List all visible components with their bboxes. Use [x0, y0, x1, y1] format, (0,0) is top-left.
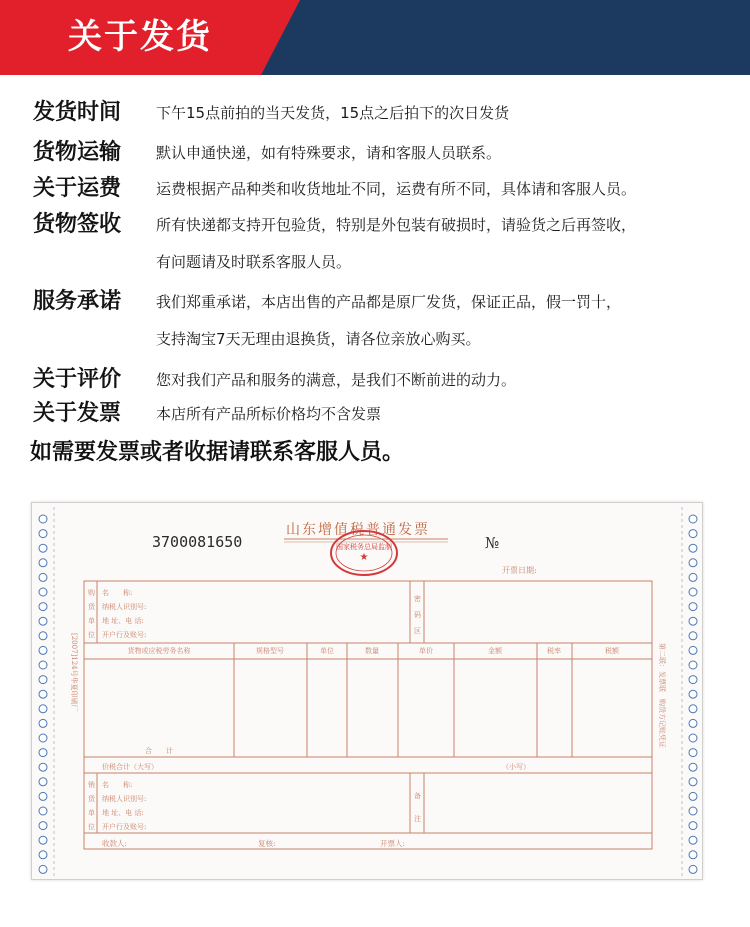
- seller-side-label: 位: [88, 823, 95, 831]
- buyer-side-label: 购: [88, 589, 95, 597]
- policy-text: [156, 171, 726, 207]
- perforation-hole: [689, 705, 697, 713]
- invoice-number-label: №: [485, 534, 500, 552]
- perforation-hole: [39, 573, 47, 581]
- perforation-left: [39, 515, 47, 873]
- perforation-hole: [39, 544, 47, 552]
- seller-side-label: 单: [88, 809, 95, 817]
- invoice-image: [31, 502, 703, 880]
- perforation-hole: [689, 690, 697, 698]
- perforation-hole: [39, 646, 47, 654]
- perforation-hole: [689, 573, 697, 581]
- perforation-hole: [39, 690, 47, 698]
- policy-line: 默认申通快递，如有特殊要求，请和客服人员联系。: [156, 144, 502, 162]
- policy-line: 本店所有产品所标价格均不含发票: [156, 405, 382, 423]
- perforation-hole: [39, 749, 47, 757]
- invoice-title: 山东增值税普通发票: [286, 522, 430, 538]
- perforation-hole: [39, 865, 47, 873]
- column-header: 单价: [419, 647, 433, 655]
- perforation-hole: [39, 676, 47, 684]
- seller-side-label: 货: [88, 795, 95, 803]
- column-header: 税率: [547, 647, 561, 655]
- policy-line: 所有快递都支持开包验货，特别是外包装有破损时，请验货之后再签收，: [156, 216, 637, 234]
- perforation-hole: [39, 763, 47, 771]
- seller-section: [88, 780, 421, 831]
- stamp-text: 国家税务总局监制: [336, 543, 392, 551]
- seller-field: 开户行及账号:: [102, 823, 147, 831]
- buyer-side-label: 货: [88, 603, 95, 611]
- perforation-hole: [39, 851, 47, 859]
- seller-side-label: 销: [88, 781, 95, 789]
- column-header: 金额: [488, 647, 502, 655]
- policy-row: [0, 171, 750, 207]
- perforation-hole: [39, 792, 47, 800]
- column-header: 税额: [605, 647, 619, 655]
- perforation-hole: [39, 836, 47, 844]
- policy-line: 有问题请及时联系客服人员。: [156, 253, 352, 271]
- footer-reviewer: 复核:: [258, 839, 276, 848]
- perforation-hole: [689, 719, 697, 727]
- perforation-hole: [39, 719, 47, 727]
- seller-field: 地 址、电 话:: [102, 809, 144, 817]
- perforation-hole: [689, 734, 697, 742]
- policy-row: [0, 362, 750, 396]
- policy-row: [0, 284, 750, 362]
- perforation-hole: [39, 515, 47, 523]
- perforation-hole: [689, 588, 697, 596]
- cipher-label: 区: [414, 627, 421, 635]
- total-label: 合 计: [145, 747, 173, 755]
- perforation-hole: [689, 617, 697, 625]
- column-header: 单位: [320, 647, 334, 655]
- policy-label: 货物运输: [33, 140, 122, 165]
- lower-case-label: （小写）: [502, 763, 530, 771]
- perforation-hole: [39, 559, 47, 567]
- policy-label: 发货时间: [33, 100, 122, 125]
- perforation-hole: [39, 617, 47, 625]
- perforation-hole: [689, 544, 697, 552]
- buyer-side-label: 位: [88, 631, 95, 639]
- policy-label: 货物签收: [33, 212, 122, 237]
- perforation-hole: [39, 588, 47, 596]
- perforation-hole: [39, 705, 47, 713]
- buyer-section: [88, 588, 421, 639]
- perforation-hole: [39, 734, 47, 742]
- buyer-field: 开户行及账号:: [102, 631, 147, 639]
- policy-text: [156, 207, 726, 280]
- policy-label: 关于评价: [33, 367, 122, 392]
- policy-row: [0, 95, 750, 135]
- issue-date-label: 开票日期:: [502, 566, 537, 575]
- perforation-hole: [689, 603, 697, 611]
- printer-note: [2007]124号华夏印刷厂: [70, 633, 78, 712]
- perforation-right: [689, 515, 697, 873]
- footer-issuer: 开票人:: [380, 839, 406, 848]
- column-headers: [128, 646, 621, 755]
- policy-text: [156, 284, 726, 357]
- policy-row: [0, 207, 750, 284]
- policy-line: 您对我们产品和服务的满意，是我们不断前进的动力。: [156, 371, 517, 389]
- perforation-hole: [689, 807, 697, 815]
- invoice-footer: [102, 838, 405, 848]
- invoice-notice: 如需要发票或者收据请联系客服人员。: [30, 440, 405, 465]
- perforation-hole: [689, 792, 697, 800]
- perforation-hole: [689, 865, 697, 873]
- footer-payee: 收款人:: [102, 839, 128, 848]
- total-with-tax-label: 价税合计（大写）: [102, 763, 158, 771]
- invoice-form: [32, 503, 704, 881]
- seller-field: 名 称:: [102, 781, 133, 789]
- column-header: 规格型号: [256, 647, 284, 655]
- invoice-code: 3700081650: [152, 533, 243, 551]
- perforation-hole: [689, 530, 697, 538]
- perforation-hole: [39, 778, 47, 786]
- perforation-hole: [39, 530, 47, 538]
- column-header: 数量: [365, 647, 379, 655]
- policy-line: 下午15点前拍的当天发货，15点之后拍下的次日发货: [156, 104, 510, 122]
- policy-row: [0, 135, 750, 171]
- cipher-label: 密: [414, 595, 421, 603]
- perforation-hole: [689, 749, 697, 757]
- buyer-field: 地 址、电 话:: [102, 617, 144, 625]
- perforation-hole: [39, 661, 47, 669]
- svg-text:★: ★: [359, 552, 369, 563]
- policy-text: [156, 396, 726, 432]
- buyer-side-label: 单: [88, 617, 95, 625]
- buyer-field: 名 称:: [102, 589, 133, 597]
- perforation-hole: [39, 807, 47, 815]
- perforation-hole: [689, 822, 697, 830]
- policy-label: 关于运费: [33, 176, 122, 201]
- perforation-hole: [689, 836, 697, 844]
- seller-field: 纳税人识别号:: [102, 795, 147, 803]
- page-title: 关于发货: [68, 17, 212, 57]
- perforation-hole: [689, 632, 697, 640]
- policy-list: [0, 95, 750, 434]
- perforation-hole: [689, 778, 697, 786]
- remark-label: 备: [414, 792, 421, 800]
- remark-label: 注: [414, 815, 421, 823]
- perforation-hole: [689, 851, 697, 859]
- perforation-hole: [39, 603, 47, 611]
- policy-text: [156, 135, 726, 171]
- policy-text: [156, 362, 726, 398]
- cipher-label: 码: [414, 611, 421, 619]
- perforation-hole: [689, 559, 697, 567]
- perforation-hole: [39, 822, 47, 830]
- perforation-hole: [689, 646, 697, 654]
- perforation-hole: [689, 661, 697, 669]
- policy-row: [0, 396, 750, 434]
- buyer-field: 纳税人识别号:: [102, 603, 147, 611]
- policy-line: 运费根据产品种类和收货地址不同，运费有所不同，具体请和客服人员。: [156, 180, 637, 198]
- perforation-hole: [689, 515, 697, 523]
- policy-label: 关于发票: [33, 401, 122, 426]
- header-banner: [0, 0, 750, 75]
- policy-line: 我们郑重承诺，本店出售的产品都是原厂发货，保证正品，假一罚十，: [156, 293, 622, 311]
- policy-label: 服务承诺: [33, 289, 122, 314]
- policy-text: [156, 95, 726, 131]
- perforation-hole: [689, 676, 697, 684]
- column-header: 货物或应税劳务名称: [127, 647, 191, 655]
- perforation-hole: [689, 763, 697, 771]
- perforation-hole: [39, 632, 47, 640]
- policy-line: 支持淘宝7天无理由退换货，请各位亲放心购买。: [156, 330, 481, 348]
- copy-note: 第二联：发票联 购货方记账凭证: [658, 643, 666, 748]
